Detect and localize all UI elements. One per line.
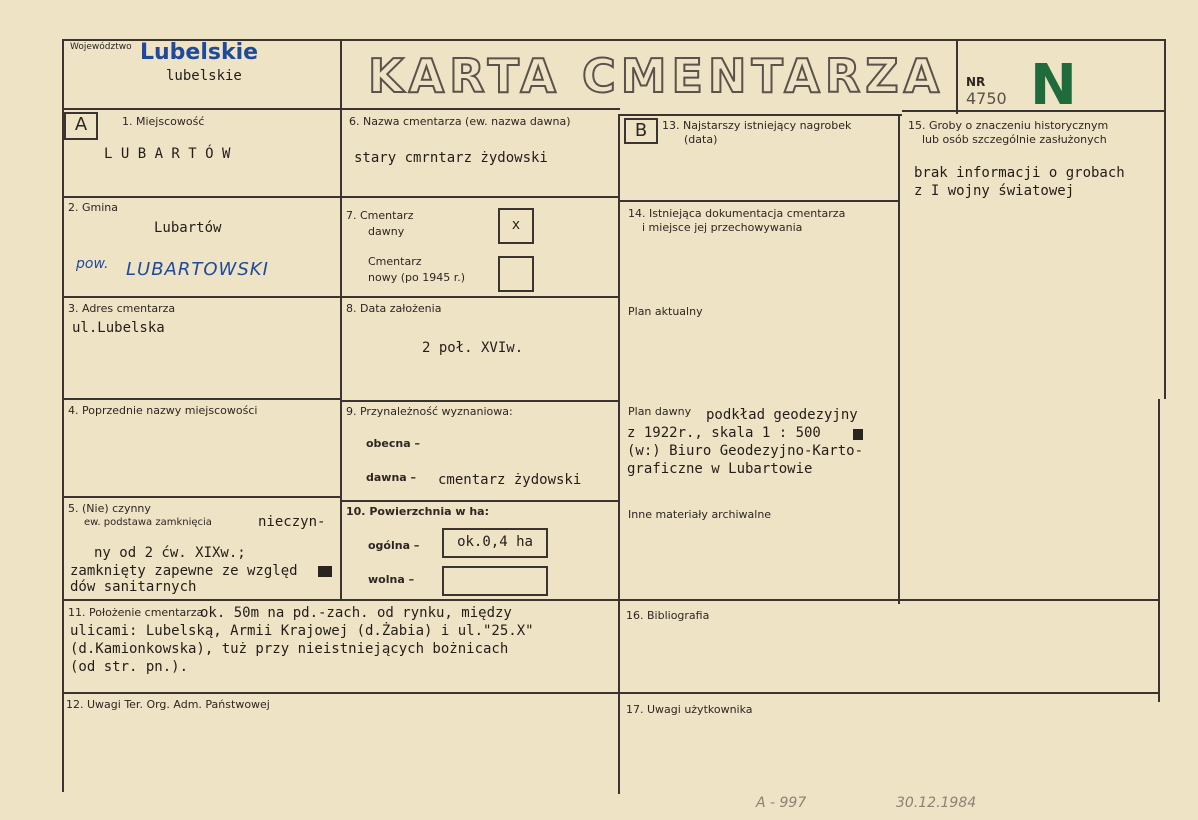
field-1-label: 1. Miejscowość	[122, 115, 205, 128]
field-5-label-1: 5. (Nie) czynny	[68, 502, 151, 515]
field-11-label: 11. Położenie cmentarza	[68, 606, 204, 619]
field-5-value-4: dów sanitarnych	[70, 579, 197, 595]
field-10-free-label: wolna –	[368, 573, 415, 586]
field-10-total-label: ogólna –	[368, 539, 420, 552]
field-9-former-value: cmentarz żydowski	[438, 472, 582, 488]
field-15-label-1: 15. Groby o znaczeniu historycznym	[908, 119, 1109, 132]
field-6-label: 6. Nazwa cmentarza (ew. nazwa dawna)	[349, 115, 571, 128]
archive-ref: A - 997	[756, 795, 807, 811]
field-5-label-2: ew. podstawa zamknięcia	[84, 517, 212, 528]
field-4-label: 4. Poprzednie nazwy miejscowości	[68, 404, 258, 417]
field-16-label: 16. Bibliografia	[626, 609, 710, 622]
field-11-line-2: ulicami: Lubelską, Armii Krajowej (d.Żabia) i ul."25.X"	[70, 623, 534, 639]
field-2-label: 2. Gmina	[68, 201, 118, 214]
field-2-hand-prefix: pow.	[76, 256, 109, 272]
row-line-6-7	[340, 196, 618, 198]
nr-label: NR	[966, 75, 986, 89]
field-2-hand-value: LUBARTOWSKI	[126, 259, 269, 280]
field-11-line-4: (od str. pn.).	[70, 659, 189, 675]
old-cemetery-checkbox: x	[498, 208, 534, 244]
field-7-old-label: dawny	[368, 225, 405, 238]
archive-date: 30.12.1984	[896, 795, 977, 811]
field-8-label: 8. Data założenia	[346, 302, 442, 315]
field-3-label: 3. Adres cmentarza	[68, 302, 176, 315]
row-line-13-14	[620, 200, 898, 202]
field-8-value: 2 poł. XVIw.	[422, 340, 524, 356]
col-divider-3	[898, 114, 900, 604]
row-line-12	[62, 692, 1160, 694]
row-line-3-4	[62, 398, 340, 400]
voivodeship-typed: lubelskie	[166, 68, 242, 84]
field-14-old-plan-1: podkład geodezyjny	[706, 407, 858, 423]
field-14-archive-label: Inne materiały archiwalne	[628, 508, 772, 521]
field-5-value-2: ny od 2 ćw. XIXw.;	[94, 545, 246, 561]
field-11-line-3: (d.Kamionkowska), tuż przy nieistniejących bożnicach	[70, 641, 509, 657]
field-7-new-label-2: nowy (po 1945 r.)	[368, 271, 465, 284]
new-cemetery-checkbox	[498, 256, 534, 292]
field-10-label: 10. Powierzchnia w ha:	[346, 505, 490, 518]
row-line-7-8	[340, 296, 618, 298]
field-7-label: 7. Cmentarz	[346, 209, 414, 222]
field-6-value: stary cmrntarz żydowski	[354, 150, 548, 166]
field-14-old-plan-2: z 1922r., skala 1 : 500	[627, 425, 821, 441]
field-1-value: L U B A R T Ó W	[104, 146, 231, 162]
section-b-mark: B	[624, 118, 658, 144]
row-line-2-3	[62, 296, 340, 298]
field-3-value: ul.Lubelska	[72, 320, 165, 336]
col-divider-1	[340, 39, 342, 599]
field-13-label-1: 13. Najstarszy istniejący nagrobek	[662, 119, 852, 132]
field-5-value-1: nieczyn-	[258, 514, 326, 530]
field-9-label: 9. Przynależność wyznaniowa:	[346, 405, 513, 418]
field-10-free-box	[442, 566, 548, 596]
field-14-label-1: 14. Istniejąca dokumentacja cmentarza	[628, 207, 846, 220]
field-15-value-1: brak informacji o grobach	[914, 165, 1125, 181]
field-14-current-plan-label: Plan aktualny	[628, 305, 703, 318]
field-14-label-2: i miejsce jej przechowywania	[642, 221, 803, 234]
row-line-11	[62, 599, 1160, 601]
card-title: KARTA CMENTARZA	[368, 49, 945, 103]
row-line-9-10	[340, 500, 618, 502]
row-line-4-5	[62, 496, 340, 498]
section-a-mark: A	[64, 112, 98, 140]
nr-value: 4750	[966, 89, 1007, 108]
field-14-old-plan-4: graficzne w Lubartowie	[627, 461, 813, 477]
border-left	[62, 39, 64, 792]
field-11-line-1: ok. 50m na pd.-zach. od rynku, między	[200, 605, 512, 621]
voivodeship-label: Województwo	[70, 42, 132, 52]
field-7-new-label-1: Cmentarz	[368, 255, 422, 268]
field-14-old-plan-3: (w:) Biuro Geodezyjno-Karto-	[627, 443, 864, 459]
field-5-value-3: zamknięty zapewne ze względ	[70, 563, 298, 579]
overtype-mark	[318, 566, 332, 577]
border-right-upper	[1164, 39, 1166, 399]
field-15-label-2: lub osób szczególnie zasłużonych	[922, 133, 1107, 146]
voivodeship-stamp: Lubelskie	[140, 40, 259, 65]
field-12-label: 12. Uwagi Ter. Org. Adm. Państwowej	[66, 698, 270, 711]
field-9-current-label: obecna –	[366, 437, 420, 450]
nr-divider	[956, 39, 958, 114]
field-2-value: Lubartów	[154, 220, 222, 236]
field-9-former-label: dawna –	[366, 471, 417, 484]
field-14-old-plan-label: Plan dawny	[628, 405, 692, 418]
row-line-8-9	[340, 400, 618, 402]
category-mark: N	[1030, 53, 1077, 118]
field-17-label: 17. Uwagi użytkownika	[626, 703, 753, 716]
border-right-lower	[1158, 399, 1160, 702]
overtype-mark-2	[853, 429, 863, 440]
field-10-total-value: ok.0,4 ha	[442, 528, 548, 558]
row-line-1-2	[62, 196, 340, 198]
header-divider-mid	[620, 114, 902, 116]
field-13-label-2: (data)	[684, 133, 718, 146]
field-15-value-2: z I wojny światowej	[914, 183, 1075, 199]
